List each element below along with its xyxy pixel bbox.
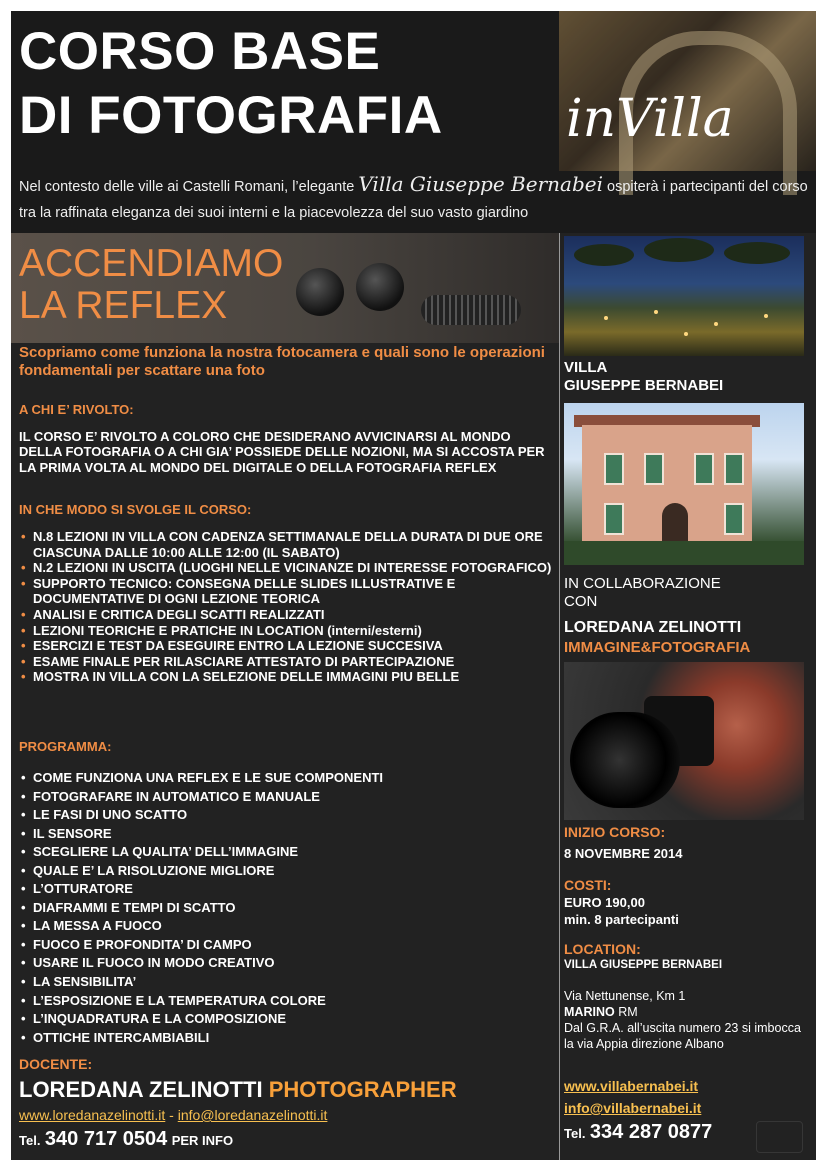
collab-line-2: CON	[564, 593, 598, 610]
villa-title	[564, 359, 723, 395]
villa-website-link[interactable]: www.villabernabei.it	[564, 1078, 699, 1094]
title-script: inVilla	[566, 89, 734, 149]
modo-list	[19, 529, 554, 685]
list-item: • OTTICHE INTERCAMBIABILI	[19, 1029, 554, 1048]
docente-title: DOCENTE:	[19, 1056, 93, 1072]
address-line-1: Via Nettunense, Km 1	[564, 989, 686, 1003]
photographer-photo	[564, 662, 804, 820]
address-directions: Dal G.R.A. all’uscita numero 23 si imbocca la via Appia direzione Albano	[564, 1021, 801, 1051]
list-item: • IL SENSORE	[19, 825, 554, 844]
programma-title: PROGRAMMA:	[19, 739, 112, 754]
title-line-2: DI FOTOGRAFIA	[19, 86, 443, 145]
villa-title-line-2: GIUSEPPE BERNABEI	[564, 377, 724, 394]
docente-website-link[interactable]: www.loredanazelinotti.it	[19, 1107, 166, 1123]
photographer-brand: IMMAGINE&FOTOGRAFIA	[564, 639, 751, 656]
docente-name	[19, 1077, 457, 1103]
intro-text	[19, 171, 809, 226]
list-item: • COME FUNZIONA UNA REFLEX E LE SUE COMPONENTI	[19, 769, 554, 788]
camera-decor-icon	[756, 1121, 803, 1153]
intro-before: Nel contesto delle ville ai Castelli Romani, l’elegante	[19, 179, 355, 195]
list-item: • LEZIONI TEORICHE E PRATICHE IN LOCATION (interni/esterni)	[19, 623, 554, 639]
contacts-separator: -	[165, 1107, 178, 1123]
headline-line-2: LA REFLEX	[19, 284, 228, 327]
address	[564, 988, 809, 1052]
tel-suffix: PER INFO	[171, 1133, 234, 1148]
list-item: • FOTOGRAFARE IN AUTOMATICO E MANUALE	[19, 788, 554, 807]
headline-line-1: ACCENDIAMO	[19, 242, 284, 285]
list-item: • SCEGLIERE LA QUALITA’ DELL’IMMAGINE	[19, 843, 554, 862]
list-item: • USARE IL FUOCO IN MODO CREATIVO	[19, 954, 554, 973]
collab-line-1: IN COLLABORAZIONE	[564, 575, 721, 592]
poster	[11, 11, 816, 1160]
address-city: MARINO	[564, 1005, 615, 1019]
list-item: • SUPPORTO TECNICO: CONSEGNA DELLE SLIDES ILLUSTRATIVE E DOCUMENTATIVE DI OGNI LEZIONE TEORICA	[19, 576, 554, 607]
list-item: • QUALE E’ LA RISOLUZIONE MIGLIORE	[19, 862, 554, 881]
intro-villa-name: Villa Giuseppe Bernabei	[358, 172, 603, 196]
column-divider	[559, 233, 560, 1160]
villa-tel-number[interactable]: 334 287 0877	[589, 1121, 713, 1143]
list-item: • L’ESPOSIZIONE E LA TEMPERATURA COLORE	[19, 992, 554, 1011]
list-item: • LE FASI DI UNO SCATTO	[19, 806, 554, 825]
inizio-value: 8 NOVEMBRE 2014	[564, 846, 683, 861]
tel-prefix: Tel.	[19, 1133, 41, 1148]
list-item: • DIAFRAMMI E TEMPI DI SCATTO	[19, 899, 554, 918]
list-item: • N.2 LEZIONI IN USCITA (LUOGHI NELLE VICINANZE DI INTERESSE FOTOGRAFICO)	[19, 560, 554, 576]
list-item: • FUOCO E PROFONDITA’ DI CAMPO	[19, 936, 554, 955]
list-item: • L’OTTURATORE	[19, 880, 554, 899]
modo-title: IN CHE MODO SI SVOLGE IL CORSO:	[19, 502, 252, 517]
list-item: • L’INQUADRATURA E LA COMPOSIZIONE	[19, 1010, 554, 1029]
rivolto-text: IL CORSO E’ RIVOLTO A COLORO CHE DESIDERANO AVVICINARSI AL MONDO DELLA FOTOGRAFIA O A CHI GIA’ POSSIEDE DELLE NOZIONI, MA SI ACCOSTA PER LA PRIMA VOLTA AL MONDO DEL DIGITALE O DELLA FOTOGRAFIA REFLEX	[19, 429, 545, 475]
villa-phone	[564, 1121, 712, 1144]
villa-email-link[interactable]: info@villabernabei.it	[564, 1100, 702, 1116]
villa-title-line-1: VILLA	[564, 359, 608, 376]
list-item: • LA MESSA A FUOCO	[19, 917, 554, 936]
docente-role: PHOTOGRAPHER	[268, 1077, 457, 1102]
docente-phone	[19, 1128, 233, 1151]
docente-contacts	[19, 1107, 327, 1123]
subheadline: Scopriamo come funziona la nostra fotocamera e quali sono le operazioni fondamentali per scattare una foto	[19, 344, 545, 379]
location-label: LOCATION:	[564, 941, 641, 957]
title-line-1: CORSO BASE	[19, 22, 381, 81]
location-value: VILLA GIUSEPPE BERNABEI	[564, 959, 723, 971]
header-band	[11, 11, 816, 233]
villa-tel-prefix: Tel.	[564, 1126, 586, 1141]
programma-list	[19, 769, 554, 1047]
costi-value-2: min. 8 partecipanti	[564, 912, 679, 927]
address-prov: RM	[618, 1005, 638, 1019]
inizio-label: INIZIO CORSO:	[564, 824, 666, 840]
address-line-2	[564, 1004, 809, 1020]
docente-email-link[interactable]: info@loredanazelinotti.it	[177, 1107, 328, 1123]
costi-label: COSTI:	[564, 877, 612, 893]
tel-number[interactable]: 340 717 0504	[44, 1128, 168, 1150]
collab-text	[564, 575, 721, 611]
list-item: • LA SENSIBILITA’	[19, 973, 554, 992]
villa-house-photo	[564, 403, 804, 565]
list-item: • ANALISI E CRITICA DEGLI SCATTI REALIZZATI	[19, 607, 554, 623]
rivolto-title: A CHI E’ RIVOLTO:	[19, 402, 134, 417]
list-item: • ESERCIZI E TEST DA ESEGUIRE ENTRO LA LEZIONE SUCCESIVA	[19, 638, 554, 654]
villa-night-photo	[564, 236, 804, 356]
photographer-name: LOREDANA ZELINOTTI	[564, 619, 742, 636]
costi-value-1: EURO 190,00	[564, 895, 645, 910]
list-item: • MOSTRA IN VILLA CON LA SELEZIONE DELLE IMMAGINI PIU BELLE	[19, 669, 554, 685]
docente-name-text: LOREDANA ZELINOTTI	[19, 1077, 263, 1102]
list-item: • N.8 LEZIONI IN VILLA CON CADENZA SETTIMANALE DELLA DURATA DI DUE ORE CIASCUNA DALLE 10:00 ALLE 12:00 (IL SABATO)	[19, 529, 554, 560]
intro-after: ospiterà i partecipanti del corso tra la raffinata eleganza dei suoi interni e la piacevolezza del suo vasto giardino	[19, 179, 808, 221]
list-item: • ESAME FINALE PER RILASCIARE ATTESTATO DI PARTECIPAZIONE	[19, 654, 554, 670]
headline	[19, 243, 283, 327]
